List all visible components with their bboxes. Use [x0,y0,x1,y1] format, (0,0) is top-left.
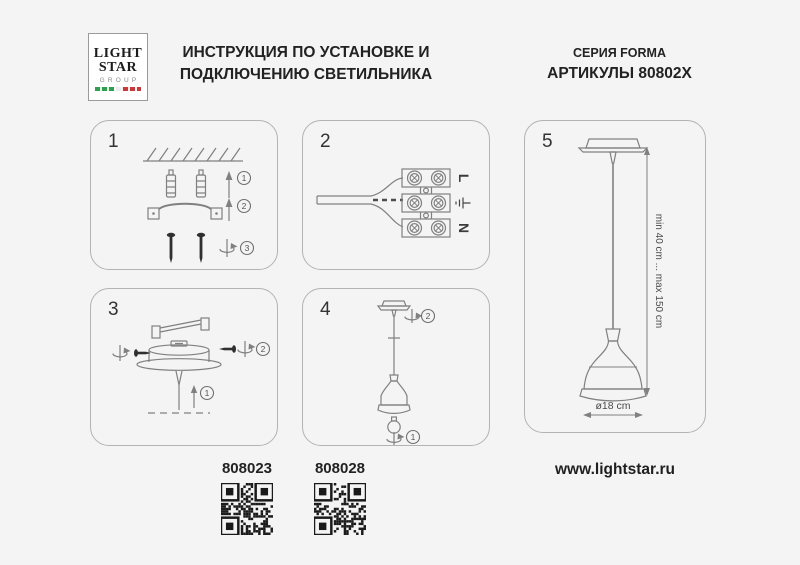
logo-word-group: GROUP [99,76,140,84]
website-link: www.lightstar.ru [555,461,675,478]
article-808028-block [308,460,372,535]
page-title [150,42,462,87]
step-5-panel [524,120,706,433]
step-1-diagram [91,121,279,271]
articles-code: АРТИКУЛЫ 80802X [547,65,692,82]
step-4-marker-1: 1 [410,432,416,442]
cable-icon [317,196,371,204]
step-1-marker-1: 1 [241,173,247,183]
step-5-diagram [525,121,707,434]
step-1-panel [90,120,278,270]
screw-icons [167,233,205,263]
anchor-icons [167,170,206,197]
step-1-number: 1 [108,131,119,152]
article-number-2: 808028 [314,460,366,477]
step-2-diagram [303,121,491,271]
step-1-marker-2: 2 [241,201,247,211]
page-title-line1: ИНСТРУКЦИЯ ПО УСТАНОВКЕ И [182,44,430,61]
terminal-label-live: L [456,173,472,183]
cord-icon [388,316,400,375]
logo-word-light: LIGHT [93,46,143,62]
step-2-panel [302,120,490,270]
page-title-line2: ПОДКЛЮЧЕНИЮ СВЕТИЛЬНИКА [179,66,433,84]
series-block [522,46,717,83]
article-number-1: 808023 [221,460,273,477]
bracket-icon [152,318,209,338]
canopy-icon [137,341,221,370]
qr-code-1 [221,483,273,535]
step-3-panel [90,288,278,446]
step-1-marker-3: 3 [244,243,250,253]
article-808023-block [215,460,279,535]
bulb-icon [388,417,400,433]
step-2-number: 2 [320,131,331,152]
height-dimension-label: min 40 cm ... max 150 cm [653,213,664,329]
step-5-number: 5 [542,131,553,152]
qr-code-2 [314,483,366,535]
italian-flag-bar [95,87,141,91]
shade-icon [378,375,410,413]
terminal-block-icon [402,169,450,237]
step-3-number: 3 [108,299,119,320]
terminal-label-neutral: N [456,222,472,234]
lightstar-logo [88,33,148,101]
step-4-diagram [303,289,491,447]
canopy-icon [378,301,410,316]
step-4-marker-2: 2 [425,311,431,321]
earth-symbol-icon [456,198,471,209]
step-4-number: 4 [320,299,331,320]
step-3-diagram [91,289,279,447]
logo-word-star: STAR [98,59,138,75]
canopy-icon [579,139,647,163]
cord-icon [613,163,614,329]
shade-icon [580,329,646,401]
bracket-icon [148,204,222,219]
series-name: СЕРИЯ FORMA [573,46,666,60]
cord-icon [176,371,182,410]
step-3-marker-2: 2 [260,344,266,354]
step-3-marker-1: 1 [204,388,210,398]
diameter-dimension-label: ø18 cm [595,400,631,412]
step-4-panel [302,288,490,446]
